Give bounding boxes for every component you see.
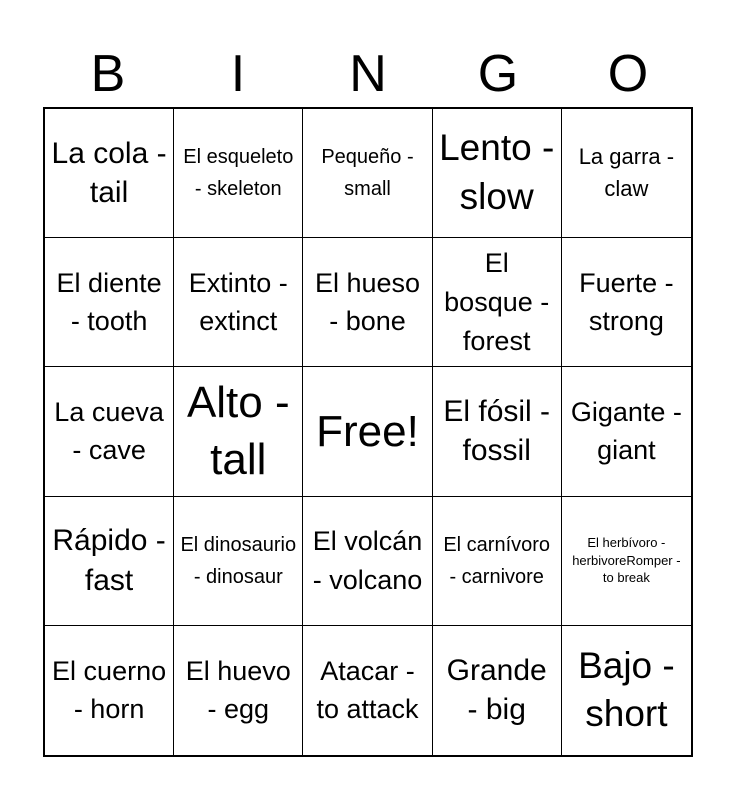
- bingo-cell[interactable]: El fósil - fossil: [433, 367, 562, 496]
- bingo-cell[interactable]: El huevo - egg: [174, 626, 303, 755]
- bingo-cell[interactable]: El bosque - forest: [433, 238, 562, 367]
- bingo-cell[interactable]: La cola - tail: [45, 109, 174, 238]
- header-letter-i: I: [230, 45, 246, 103]
- bingo-cell[interactable]: El diente - tooth: [45, 238, 174, 367]
- bingo-cell[interactable]: Rápido - fast: [45, 497, 174, 626]
- bingo-cell[interactable]: Extinto - extinct: [174, 238, 303, 367]
- bingo-cell[interactable]: La garra - claw: [562, 109, 691, 238]
- bingo-cell[interactable]: Atacar - to attack: [303, 626, 432, 755]
- bingo-cell[interactable]: El dinosaurio - dinosaur: [174, 497, 303, 626]
- bingo-cell[interactable]: Fuerte - strong: [562, 238, 691, 367]
- bingo-cell[interactable]: Alto - tall: [174, 367, 303, 496]
- bingo-cell[interactable]: El carnívoro - carnivore: [433, 497, 562, 626]
- bingo-cell[interactable]: El volcán - volcano: [303, 497, 432, 626]
- bingo-cell[interactable]: El hueso - bone: [303, 238, 432, 367]
- header-letter-g: G: [477, 45, 519, 103]
- bingo-cell[interactable]: Grande - big: [433, 626, 562, 755]
- bingo-cell[interactable]: Gigante - giant: [562, 367, 691, 496]
- bingo-cell[interactable]: Bajo - short: [578, 644, 675, 735]
- bingo-header: [43, 40, 693, 108]
- header-letter-b: B: [90, 45, 126, 103]
- header-letter-n: N: [349, 45, 387, 103]
- bingo-card-grid: [43, 107, 693, 757]
- bingo-cell[interactable]: El herbívoro - herbivoreRomper - to break: [562, 497, 691, 626]
- header-letter-o: O: [607, 45, 649, 103]
- bingo-cell[interactable]: El cuerno - horn: [45, 626, 174, 755]
- bingo-cell[interactable]: La cueva - cave: [45, 367, 174, 496]
- bingo-cell[interactable]: Lento - slow: [433, 109, 562, 238]
- bingo-cell[interactable]: Pequeño - small: [303, 109, 432, 238]
- bingo-cell[interactable]: El esqueleto - skeleton: [174, 109, 303, 238]
- free-space-cell[interactable]: Free!: [303, 367, 432, 496]
